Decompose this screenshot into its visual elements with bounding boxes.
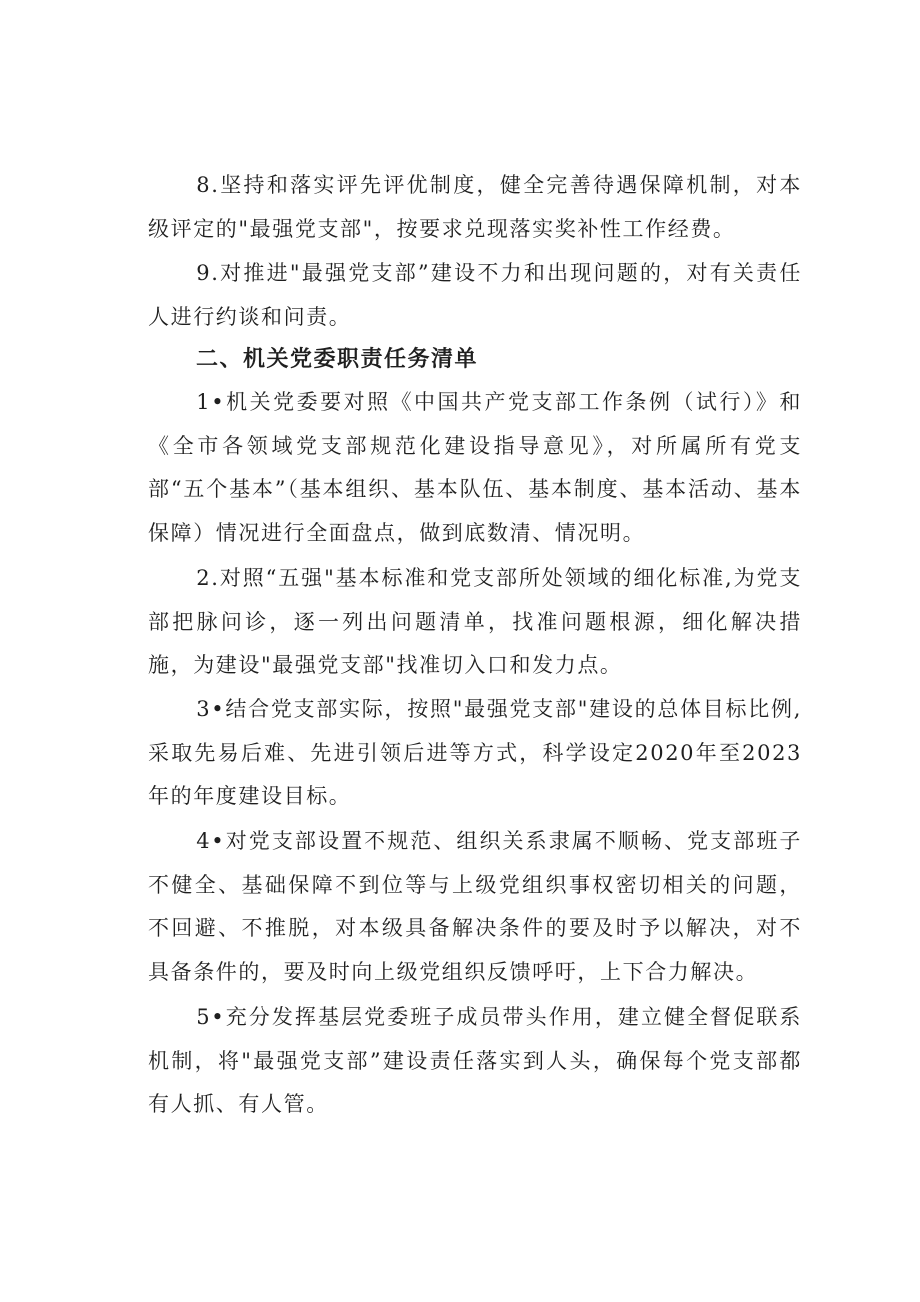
paragraph-item-9: 9.对推进"最强党支部”建设不力和出现问题的，对有关责任人进行约谈和问责。 — [148, 261, 802, 329]
paragraph-item-1: 1•机关党委要对照《中国共产党支部工作条例（试行）》和《全市各领域党支部规范化建设指导意见》，对所属所有党支部“五个基本”（基本组织、基本队伍、基本制度、基本活动、基本保障）情况进行全面盘点，做到底数清、情况明。 — [148, 390, 802, 545]
paragraph-item-5: 5•充分发挥基层党委班子成员带头作用，建立健全督促联系机制，将"最强党支部”建设责任落实到人头，确保每个党支部都有人抓、有人管。 — [148, 1005, 802, 1116]
paragraph-item-4: 4•对党支部设置不规范、组织关系隶属不顺畅、党支部班子不健全、基础保障不到位等与上级党组织事权密切相关的问题，不回避、不推脱，对本级具备解决条件的要及时予以解决，对不具备条件的，要及时向上级党组织反馈呼吁，上下合力解决。 — [148, 829, 802, 984]
section-heading: 二、机关党委职责任务清单 — [196, 347, 479, 372]
paragraph-item-2: 2.对照“五强"基本标准和党支部所处领域的细化标准,为党支部把脉问诊，逐一列出问题清单，找准问题根源，细化解决措施，为建设"最强党支部"找准切入口和发力点。 — [148, 566, 802, 677]
paragraph-item-8: 8.坚持和落实评先评优制度，健全完善待遇保障机制，对本级评定的"最强党支部"，按要求兑现落实奖补性工作经费。 — [148, 173, 802, 241]
paragraph-item-3: 3•结合党支部实际，按照"最强党支部"建设的总体目标比例,采取先易后难、先进引领后进等方式，科学设定2020年至2023年的年度建设目标。 — [148, 697, 802, 808]
